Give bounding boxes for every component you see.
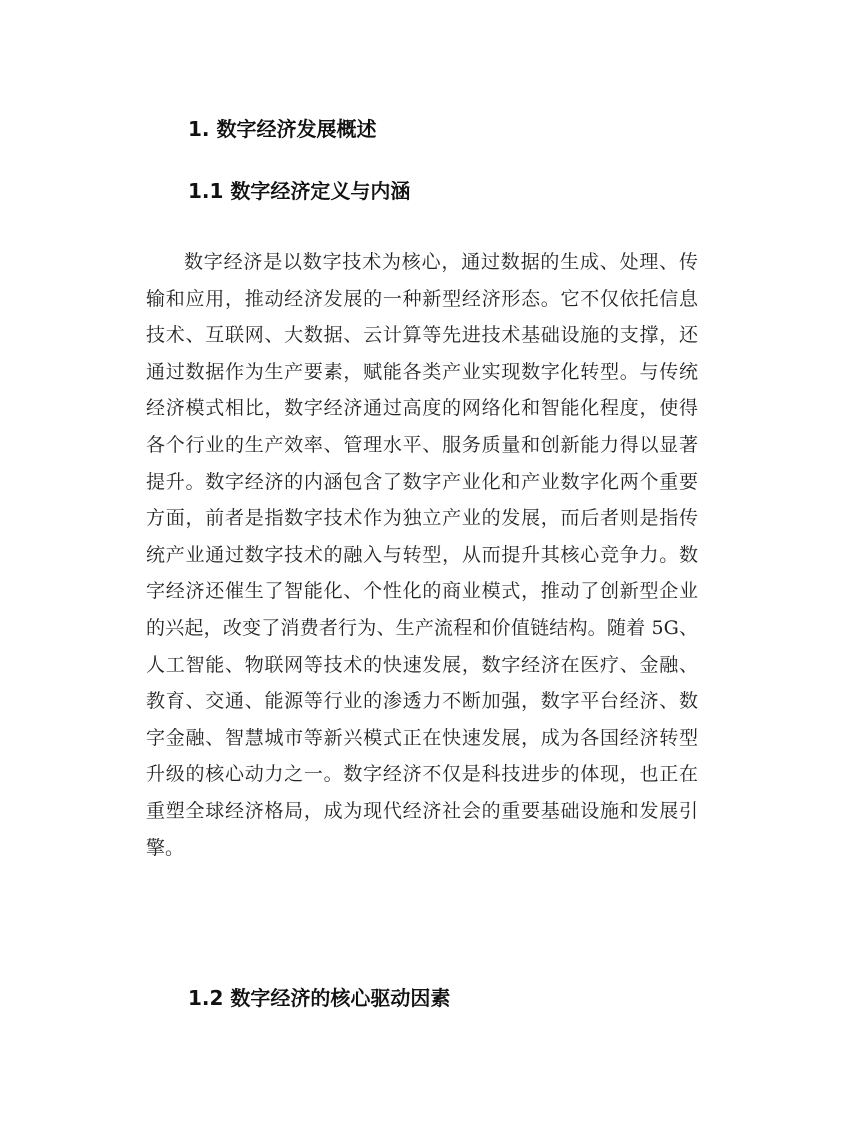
paragraph-line: 升级的核心动力之一。数字经济不仅是科技进步的体现，也正在 [146, 763, 698, 786]
paragraph-line: 重塑全球经济格局，成为现代经济社会的重要基础设施和发展引 [146, 799, 698, 822]
paragraph-line: 的兴起，改变了消费者行为、生产流程和价值链结构。随着 5G、 [146, 616, 698, 639]
section-heading-1-1: 1.1 数字经济定义与内涵 [188, 179, 411, 203]
paragraph-line: 数字经济是以数字技术为核心，通过数据的生成、处理、传 [184, 251, 698, 273]
section-heading-1-2: 1.2 数字经济的核心驱动因素 [188, 986, 451, 1010]
chapter-heading: 1. 数字经济发展概述 [188, 117, 377, 141]
paragraph-line: 各个行业的生产效率、管理水平、服务质量和创新能力得以显著 [146, 433, 698, 456]
paragraph-line: 人工智能、物联网等技术的快速发展，数字经济在医疗、金融、 [146, 653, 698, 676]
paragraph-line: 经济模式相比，数字经济通过高度的网络化和智能化程度，使得 [146, 397, 698, 420]
paragraph-line: 输和应用，推动经济发展的一种新型经济形态。它不仅依托信息 [146, 287, 698, 310]
paragraph-line: 技术、互联网、大数据、云计算等先进技术基础设施的支撑，还 [146, 324, 698, 347]
section-1-1-paragraph [146, 244, 698, 866]
paragraph-line: 方面，前者是指数字技术作为独立产业的发展，而后者则是指传 [146, 507, 698, 530]
paragraph-line: 通过数据作为生产要素，赋能各类产业实现数字化转型。与传统 [146, 360, 698, 383]
paragraph-line: 统产业通过数字技术的融入与转型，从而提升其核心竞争力。数 [146, 543, 698, 566]
paragraph-line: 擎。 [146, 836, 185, 859]
paragraph-line: 教育、交通、能源等行业的渗透力不断加强，数字平台经济、数 [146, 690, 698, 713]
paragraph-line: 字金融、智慧城市等新兴模式正在快速发展，成为各国经济转型 [146, 726, 698, 749]
paragraph-line: 提升。数字经济的内涵包含了数字产业化和产业数字化两个重要 [146, 470, 698, 493]
paragraph-line: 字经济还催生了智能化、个性化的商业模式，推动了创新型企业 [146, 580, 698, 603]
